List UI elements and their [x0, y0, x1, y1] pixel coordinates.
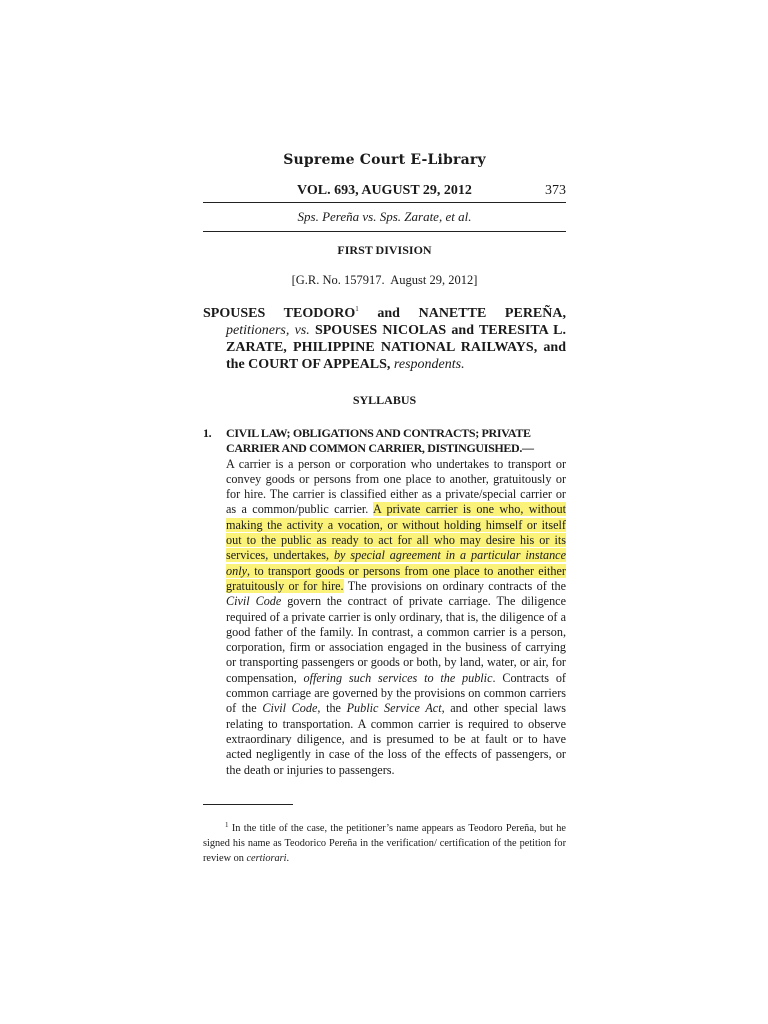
parties-first-line	[203, 305, 566, 322]
text-segment: govern the contract of private carriage. The diligence required of a private carrier is only ordinary, that is, the diligence of a good father of the family. In contrast, a common carrier is a person, corporation, firm or association engaged in the business of carrying or transporting passengers or goods or both, by land, water, or air, for compensation,	[226, 594, 566, 685]
division-label: FIRST DIVISION	[337, 243, 432, 257]
highlighted-italic-text: by special agreement in a particular instance only	[226, 548, 566, 578]
text-segment: , the	[317, 701, 347, 716]
text-segment: , and other special laws relating to transportation. A common carrier is required to observe extraordinary diligence, and is presumed to be at fault or to have acted negligently in case of the loss of the effects of passengers, or the death or injuries to passengers.	[226, 701, 566, 777]
respondents-label: respondents.	[390, 357, 465, 372]
heading-text: CIVIL LAW; OBLIGATIONS AND CONTRACTS; PRIVATE CARRIER AND COMMON CARRIER, DISTINGUISHED.—	[226, 426, 534, 456]
volume-date: VOL. 693, AUGUST 29, 2012	[297, 183, 472, 198]
syllabus-body	[203, 457, 566, 778]
footnote-text: In the title of the case, the petitioner’s name appears as Teodoro Pereña, but he signed his name as Teodorico Pereña in the verification/ certification of the petition for review on	[203, 822, 566, 864]
document-page	[203, 150, 566, 866]
library-header: Supreme Court E-Library	[283, 152, 486, 168]
footnote-ref: 1	[355, 305, 359, 313]
footnote-italic: certiorari	[246, 852, 287, 864]
item-number: 1.	[203, 426, 212, 440]
case-parties	[203, 305, 566, 373]
volume-line	[203, 180, 566, 202]
text-segment: A carrier is a person or corporation who undertakes to transport or convey goods or persons from one place to another, gratuitously or for hire. The carrier is classified either as a private/special carrier or as a common/public carrier.	[226, 456, 566, 517]
respondent-names: SPOUSES NICOLAS and TERESITA L. ZARATE, PHILIPPINE NATIONAL RAILWAYS, and the COURT OF APPEALS,	[226, 323, 567, 372]
parties-continuation	[203, 322, 566, 373]
italic-term: Civil Code	[226, 594, 282, 609]
gr-number: [G.R. No. 157917. August 29, 2012]	[291, 273, 478, 287]
italic-term: Public Service Act	[346, 701, 442, 716]
text-segment: . Contracts of common carriage are governed by the provisions on common carriers of the	[226, 670, 566, 716]
footnote-rule	[203, 804, 293, 805]
case-short-title: Sps. Pereña vs. Sps. Zarate, et al.	[297, 209, 472, 224]
petitioner-rest: and NANETTE PEREÑA,	[358, 306, 566, 321]
petitioners-label: petitioners, vs.	[226, 323, 310, 338]
petitioner-names: SPOUSES TEODORO	[203, 306, 356, 321]
syllabus-item	[203, 426, 566, 778]
italic-term: offering such services to the public	[303, 670, 493, 685]
syllabus-heading	[203, 426, 566, 457]
italic-term: Civil Code	[262, 701, 318, 716]
footnote-end: .	[286, 852, 290, 864]
footnote	[203, 821, 566, 866]
footnote-number: 1	[225, 820, 229, 829]
syllabus-title: SYLLABUS	[352, 393, 417, 407]
text-segment: The provisions on ordinary contracts of the	[343, 578, 566, 593]
header-rule-bottom	[203, 231, 566, 232]
highlighted-text: A private carrier is one who, without making the activity a vocation, or without holding himself or itself out to the public as ready to act for all who may desire his or its services, undertakes,	[226, 502, 566, 563]
highlighted-text-end: , to transport goods or persons from one place to another either gratuitously or for hire.	[226, 563, 566, 593]
page-number: 373	[545, 183, 566, 198]
